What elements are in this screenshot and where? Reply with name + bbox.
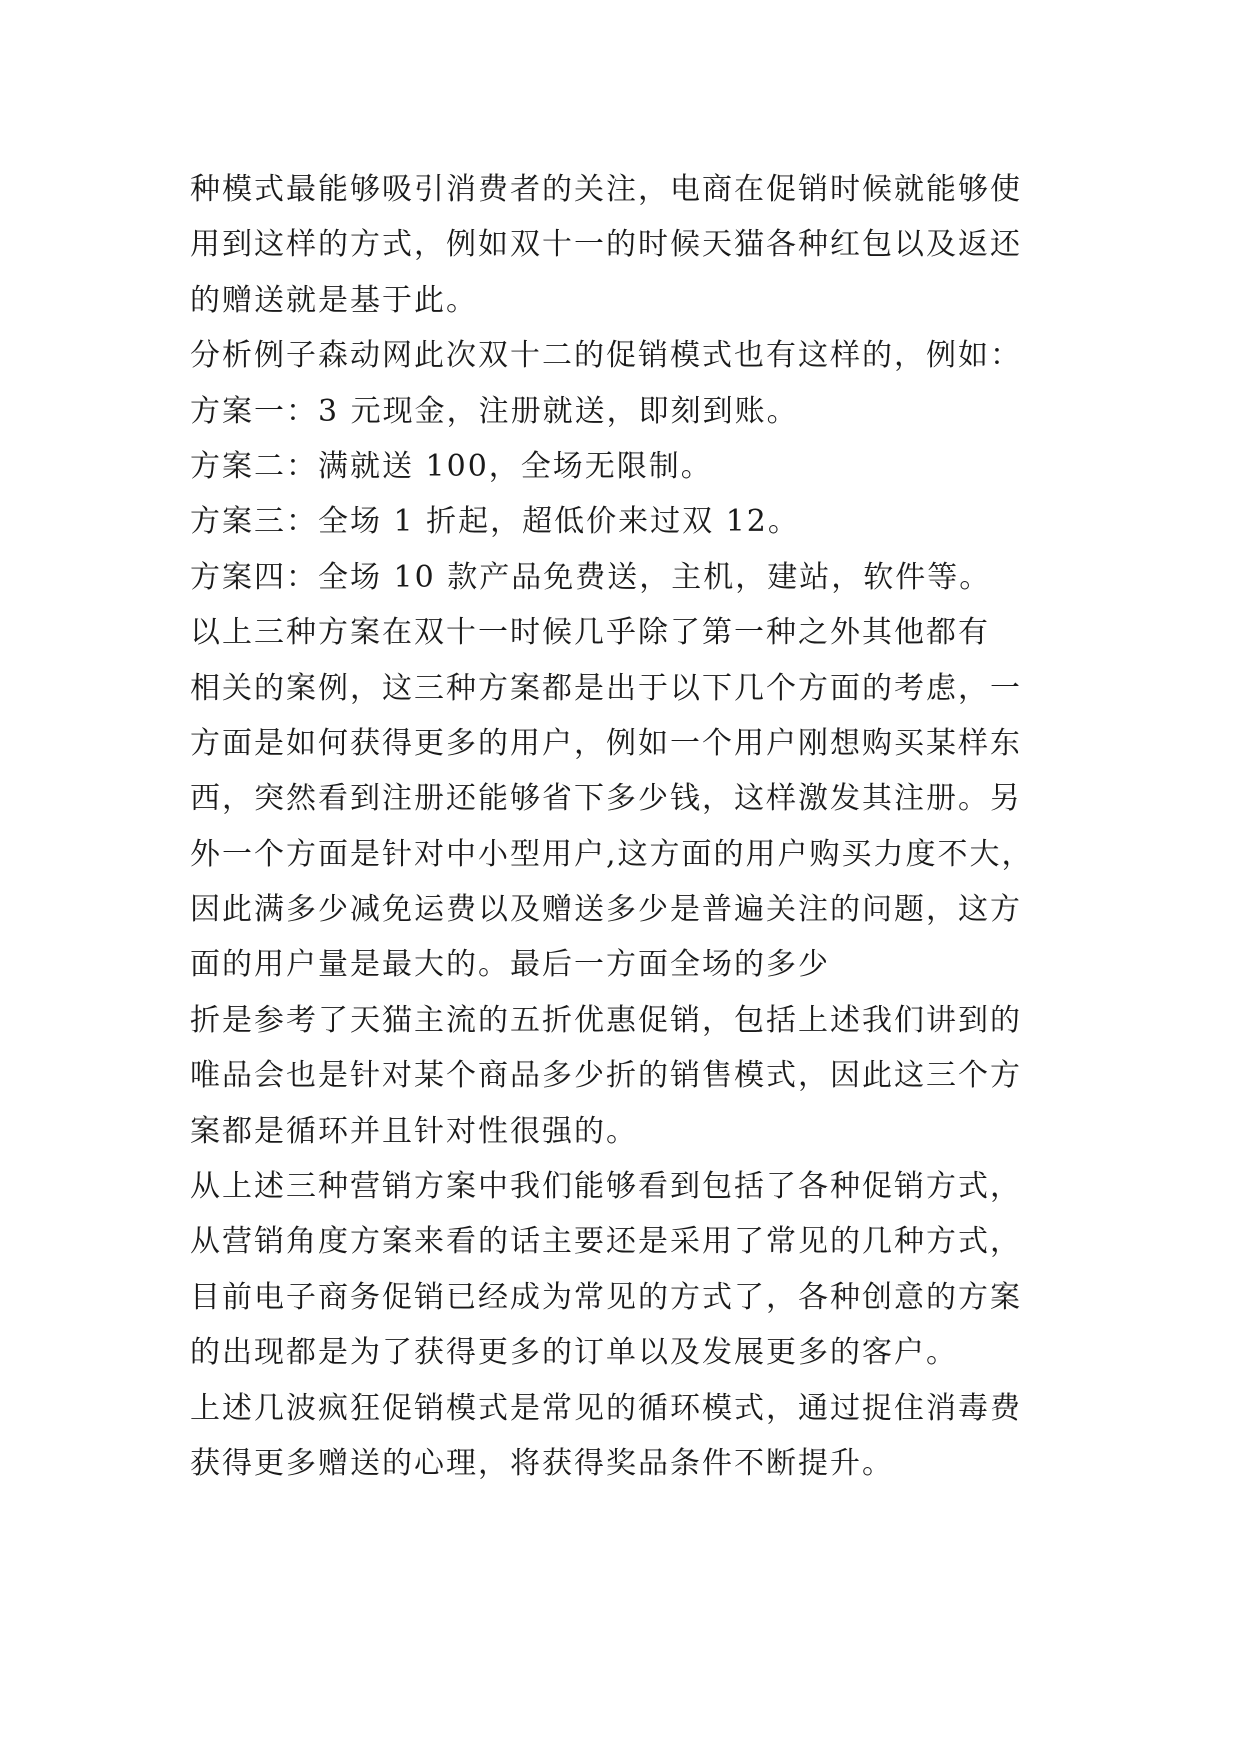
text-line: 从上述三种营销方案中我们能够看到包括了各种促销方式，	[190, 1169, 1022, 1205]
text-line: 方案三：全场 1 折起，超低价来过双 12。	[190, 504, 800, 540]
text-line: 相关的案例，这三种方案都是出于以下几个方面的考虑，一	[190, 670, 1022, 706]
text-line: 面的用户量是最大的。最后一方面全场的多少	[190, 947, 830, 983]
text-line: 因此满多少减免运费以及赠送多少是普遍关注的问题，这方	[190, 892, 1022, 928]
text-line: 方面是如何获得更多的用户，例如一个用户刚想购买某样东	[190, 725, 1022, 761]
text-line: 方案一：3 元现金，注册就送，即刻到账。	[190, 393, 799, 429]
text-line: 用到这样的方式，例如双十一的时候天猫各种红包以及返还	[190, 227, 1022, 263]
text-line: 的赠送就是基于此。	[190, 282, 478, 318]
text-line: 获得更多赠送的心理，将获得奖品条件不断提升。	[190, 1445, 894, 1481]
text-line: 从营销角度方案来看的话主要还是采用了常见的几种方式，	[190, 1224, 1022, 1260]
text-line: 方案二：满就送 100，全场无限制。	[190, 448, 713, 484]
text-line: 上述几波疯狂促销模式是常见的循环模式，通过捉住消毒费	[190, 1390, 1022, 1426]
text-line: 西，突然看到注册还能够省下多少钱，这样激发其注册。另	[190, 781, 1022, 817]
text-line: 种模式最能够吸引消费者的关注，电商在促销时候就能够使	[190, 172, 1022, 207]
text-line: 以上三种方案在双十一时候几乎除了第一种之外其他都有	[190, 615, 990, 651]
text-line: 目前电子商务促销已经成为常见的方式了，各种创意的方案	[190, 1279, 1022, 1315]
document-body	[190, 162, 1070, 1491]
text-line: 外一个方面是针对中小型用户,这方面的用户购买力度不大，	[190, 836, 1034, 872]
text-line: 唯品会也是针对某个商品多少折的销售模式，因此这三个方	[190, 1058, 1022, 1094]
text-line: 的出现都是为了获得更多的订单以及发展更多的客户。	[190, 1335, 958, 1371]
text-line: 案都是循环并且针对性很强的。	[190, 1113, 638, 1149]
text-line: 折是参考了天猫主流的五折优惠促销，包括上述我们讲到的	[190, 1002, 1022, 1038]
text-line: 方案四：全场 10 款产品免费送，主机，建站，软件等。	[190, 559, 992, 595]
text-line: 分析例子森动网此次双十二的促销模式也有这样的，例如：	[190, 338, 1022, 374]
